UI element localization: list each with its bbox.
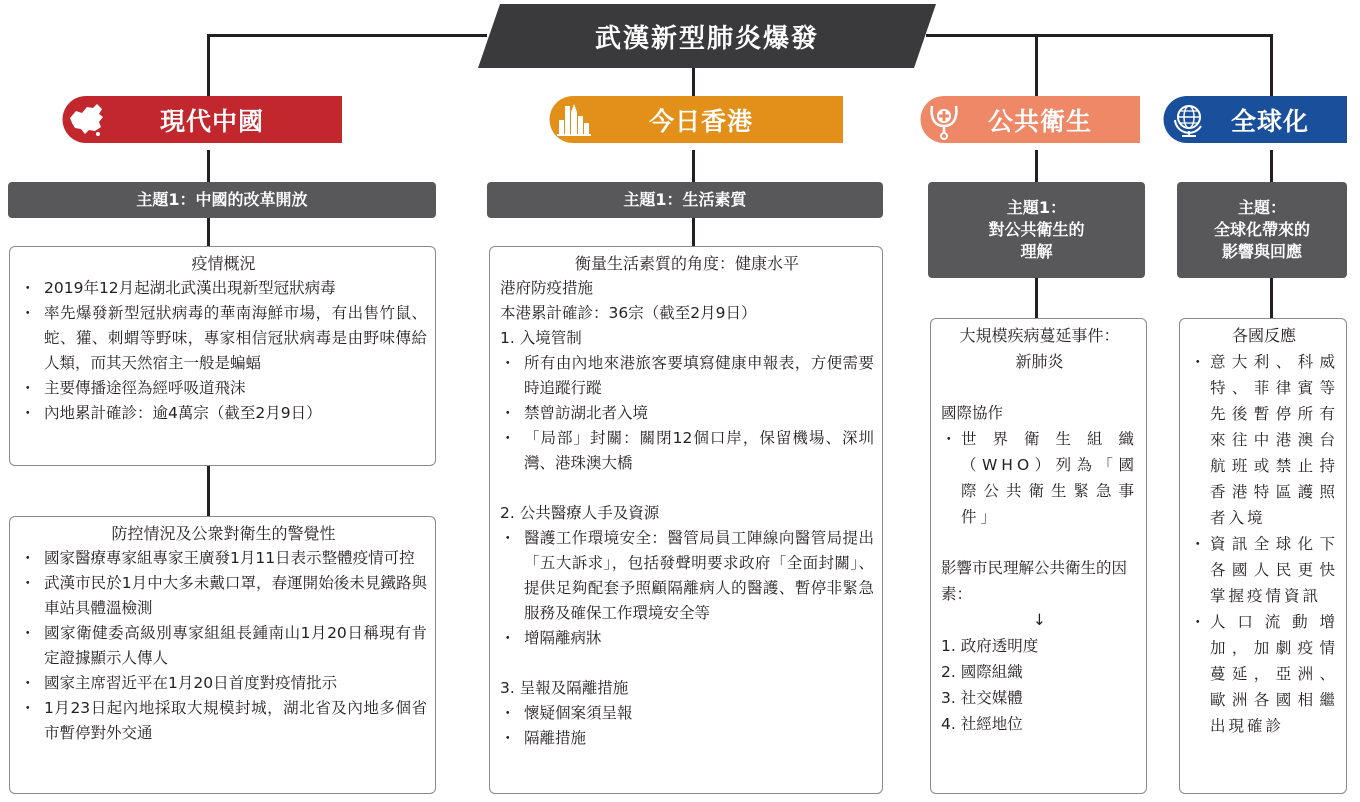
theme-global-line: 主題： [1237,198,1286,217]
factors-label: 影響市民理解公共衛生的因素： [941,559,1128,603]
factor-item: 4. 社經地位 [941,715,1023,733]
list-item: ・ 主要傳播途徑為經呼吸道飛沫 [20,376,427,401]
connector-top-left [207,34,487,37]
theme-china [8,182,436,218]
connector-health-2 [1035,150,1038,186]
hk-confirmed-cases: 本港累計確診：36宗（截至2月9日） [500,304,757,322]
connector-china-3 [207,218,210,248]
category-label: 現代中國 [159,106,264,136]
connector-hk-2 [692,150,695,186]
connector-hk-3 [692,218,695,248]
list-item: ・ 率先爆發新型冠狀病毒的華南海鮮市場，有出售竹鼠、蛇、獾、刺蝟等野味，專家相信冠狀病毒是由野味傳給人類，而其天然宿主一般是蝙蝠 [20,301,427,376]
section-title: 2. 公共醫療人手及資源 [500,504,660,522]
box-heading: 新肺炎 [1015,352,1064,371]
category-public-health [920,96,1140,143]
health-epidemic-box [930,318,1147,794]
theme-china-text: 主題1：中國的改革開放 [136,190,308,209]
theme-health-line: 理解 [1020,242,1053,261]
bullet-list [1190,349,1338,739]
category-modern-china [62,96,342,143]
bullet-list [500,701,874,751]
category-hong-kong [549,96,843,143]
connector-global-2 [1270,150,1273,186]
category-label: 全球化 [1230,106,1309,136]
factor-item: 1. 政府透明度 [941,637,1039,655]
box-heading: 防控情況及公衆對衛生的警覺性 [111,524,336,543]
list-item: ・ 禁曾訪湖北者入境 [500,401,874,426]
connector-health-3 [1035,278,1038,320]
factor-item: 2. 國際組織 [941,663,1023,681]
theme-global-line: 全球化帶來的 [1213,220,1310,239]
connector-top-right [926,34,1272,37]
list-item: ・ 所有由內地來港旅客要填寫健康申報表，方便需要時追蹤行蹤 [500,351,874,401]
theme-global-line: 影響與回應 [1221,242,1302,261]
theme-public-health [928,182,1145,278]
list-item: ・ 增隔離病牀 [500,626,874,651]
box-heading: 衡量生活素質的角度：健康水平 [574,254,799,273]
bullet-list [500,526,874,651]
down-arrow-icon: ↓ [1033,611,1046,629]
list-item: ・ 1月23日起內地採取大規模封城，湖北省及內地多個省市暫停對外交通 [20,696,427,746]
list-item: ・ 醫護工作環境安全：醫管局員工陣線向醫管局提出「五大訴求」，包括發聲明要求政府「全面封關」、提供足夠配套予照顧隔離病人的醫護、暫停非緊急服務及確保工作環境安全等 [500,526,874,626]
list-item: ・ 國家衛健委高級別專家組組長鍾南山1月20日稱現有肯定證據顯示人傳人 [20,621,427,671]
list-item: ・ 內地累計確診：逾4萬宗（截至2月9日） [20,401,427,426]
main-title [478,4,936,68]
connector-global-down [1270,34,1273,104]
category-label: 公共衛生 [987,106,1092,136]
box-heading: 大規模疾病蔓延事件： [959,326,1120,345]
section-title: 3. 呈報及隔離措施 [500,679,629,697]
bullet-list [941,426,1138,530]
list-item: ・ 資訊全球化下各國人民更快掌握疫情資訊 [1190,531,1338,609]
hk-measures-label: 港府防疫措施 [500,279,594,297]
category-label: 今日香港 [648,106,753,136]
list-item: ・ 懷疑個案須呈報 [500,701,874,726]
theme-hong-kong [487,182,883,218]
bullet-list [20,276,427,426]
list-item: ・ 國家醫療專家組專家王廣發1月11日表示整體疫情可控 [20,546,427,571]
theme-health-line: 對公共衛生的 [988,220,1085,239]
section-title: 1. 入境管制 [500,329,582,347]
theme-health-line: 主題1： [1006,198,1067,217]
hk-health-measures-box [489,246,883,794]
theme-globalization [1177,182,1347,278]
list-item: ・ 武漢市民於1月中大多未戴口罩，春運開始後未見鐵路與車站具體溫檢測 [20,571,427,621]
list-item: ・ 世界衛生組織（WHO）列為「國際公共衛生緊急事件」 [941,426,1138,530]
china-prevention-box [9,516,436,794]
box-heading: 疫情概況 [191,254,256,273]
connector-global-3 [1270,278,1273,320]
list-item: ・ 國家主席習近平在1月20日首度對疫情批示 [20,671,427,696]
main-title-text: 武漢新型肺炎爆發 [594,23,819,54]
connector-china-down [207,34,210,104]
theme-hk-text: 主題1：生活素質 [623,190,747,209]
connector-china-2 [207,150,210,186]
connector-health-down [1035,34,1038,104]
bullet-list [20,546,427,746]
box-heading: 各國反應 [1231,326,1296,345]
category-globalization [1163,96,1347,143]
factor-item: 3. 社交媒體 [941,689,1023,707]
connector-china-4 [207,466,210,518]
list-item: ・ 意大利、科威特、菲律賓等先後暫停所有來往中港澳台航班或禁止持香港特區護照者入境 [1190,349,1338,531]
list-item: ・ 隔離措施 [500,726,874,751]
china-outbreak-overview-box [9,246,436,466]
list-item: ・ 2019年12月起湖北武漢出現新型冠狀病毒 [20,276,427,301]
intl-cooperation-label: 國際協作 [941,404,1004,422]
bullet-list [500,351,874,476]
global-response-box [1179,318,1347,794]
list-item: ・ 人口流動增加，加劇疫情蔓延，亞洲、歐洲各國相繼出現確診 [1190,609,1338,739]
list-item: ・ 「局部」封關：關閉12個口岸，保留機場、深圳灣、港珠澳大橋 [500,426,874,476]
